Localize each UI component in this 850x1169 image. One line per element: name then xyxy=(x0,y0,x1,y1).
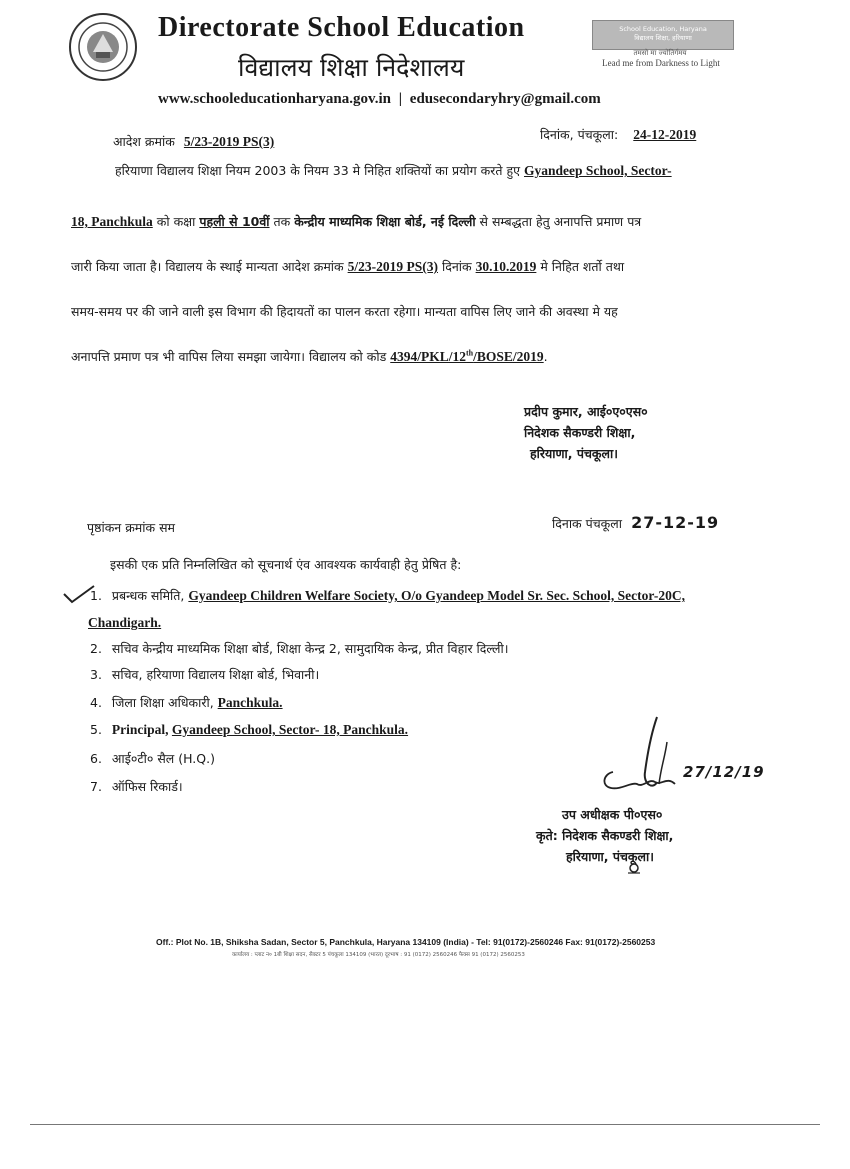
signature-image xyxy=(595,712,755,806)
list-item xyxy=(90,694,283,711)
header-title-hindi: विद्यालय शिक्षा निदेशालय xyxy=(238,53,465,82)
body-text: दिनांक xyxy=(438,259,476,274)
list-item-number: 5. xyxy=(90,722,102,737)
order-date-row xyxy=(540,124,696,143)
endorsement-intro: इसकी एक प्रति निम्नलिखित को सूचनार्थ एंव आवश्यक कार्यवाही हेतु प्रेषित है: xyxy=(110,557,462,572)
body-text: समय-समय पर की जाने वाली इस विभाग की हिदायतों का पालन करता रहेगा। मान्यता वापिस लिए जाने की अवस्था मे यह xyxy=(71,304,618,319)
list-item-text: सचिव केन्द्रीय माध्यमिक शिक्षा बोर्ड, शिक्षा केन्द्र 2, सामुदायिक केन्द्र, प्रीत विहार दिल्ली। xyxy=(111,641,509,656)
list-item-text: Principal, xyxy=(111,722,172,737)
board-name: केन्द्रीय माध्यमिक शिक्षा बोर्ड, नई दिल्ली xyxy=(294,214,476,229)
footer-address-english: Off.: Plot No. 1B, Shiksha Sadan, Sector 5, Panchkula, Haryana 134109 (India) - Tel: 91(0172)-2560246 Fax: 91(0172)-2560253 xyxy=(156,937,656,947)
body-text: . xyxy=(543,349,548,364)
body-text: अनापत्ति प्रमाण पत्र भी वापिस लिया समझा जायेगा। विद्यालय को कोड xyxy=(71,349,391,364)
list-item-number: 2. xyxy=(90,641,102,656)
class-range: पहली से 10वीं xyxy=(199,214,270,229)
endorsement-date-label: दिनाक पंचकूला xyxy=(552,516,622,531)
contact-line xyxy=(158,91,601,108)
signatory-1-designation: निदेशक सैकण्डरी शिक्षा, xyxy=(524,425,636,440)
motto-english: Lead me from Darkness to Light xyxy=(602,58,720,68)
school-code: 4394/PKL/12th/BOSE/2019 xyxy=(390,348,544,364)
list-item-number: 3. xyxy=(90,667,102,682)
endorsement-date-row xyxy=(552,513,719,532)
list-item-text: ऑफिस रिकार्ड। xyxy=(111,779,183,794)
list-item xyxy=(90,778,183,795)
signatory-2-block xyxy=(536,804,673,867)
list-item-text: आई०टी० सैल (H.Q.) xyxy=(111,751,215,766)
order-date-value: 24-12-2019 xyxy=(633,127,697,142)
signatory-2-for: कृते: निदेशक सैकण्डरी शिक्षा, xyxy=(536,828,674,843)
signatory-2-designation: उप अधीक्षक पी०एस० xyxy=(562,807,663,822)
body-line-3 xyxy=(71,256,624,275)
list-item-number: 1. xyxy=(90,588,102,603)
list-item-recipient: Gyandeep School, Sector- 18, Panchkula. xyxy=(171,722,409,737)
list-item xyxy=(90,640,509,657)
signatory-1-name: प्रदीप कुमार, आई०ए०एस० xyxy=(524,404,648,419)
list-item xyxy=(90,722,408,738)
body-text: से सम्बद्धता हेतु अनापत्ति प्रमाण पत्र xyxy=(475,214,642,229)
email-link[interactable]: edusecondaryhry@gmail.com xyxy=(409,91,601,107)
footer-address-hindi: कार्यालय : प्लाट न० 1बी शिक्षा सदन, सैक्टर 5 पंचकूला 134109 (भारत) दूरभाष : 91 (0172) 2560246 फैक्स 91 (0172) 2560253 xyxy=(232,952,525,958)
list-item-number: 6. xyxy=(90,751,102,766)
body-line-4 xyxy=(71,301,618,320)
order-number-row xyxy=(113,131,274,150)
body-line-2 xyxy=(71,211,641,230)
endorsement-date-handwritten: 27-12-19 xyxy=(631,513,720,532)
directorate-emblem xyxy=(68,12,138,82)
list-item xyxy=(90,750,215,767)
contact-separator: | xyxy=(398,91,403,107)
website-link[interactable]: www.schooleducationharyana.gov.in xyxy=(158,91,391,107)
initials-mark-icon xyxy=(626,860,642,879)
list-item-text: सचिव, हरियाणा विद्यालय शिक्षा बोर्ड, भिवानी। xyxy=(111,667,320,682)
recognition-order-number: 5/23-2019 PS(3) xyxy=(347,259,438,274)
body-line-1 xyxy=(115,160,672,179)
list-item-number: 4. xyxy=(90,695,102,710)
list-item-continuation: Chandigarh. xyxy=(88,615,162,630)
order-number-label: आदेश क्रमांक xyxy=(113,134,175,149)
header-title-english: Directorate School Education xyxy=(158,12,525,43)
order-number-value: 5/23-2019 PS(3) xyxy=(183,134,275,149)
signatory-1-block xyxy=(524,401,648,464)
list-item-number: 7. xyxy=(90,779,102,794)
order-date-label: दिनांक, पंचकूला: xyxy=(540,127,619,142)
list-item-recipient: Panchkula. xyxy=(217,695,283,710)
school-name: Gyandeep School, Sector- xyxy=(524,163,672,178)
page-bottom-rule xyxy=(30,1124,820,1125)
body-text: जारी किया जाता है। विद्यालय के स्थाई मान्यता आदेश क्रमांक xyxy=(71,259,348,274)
body-text: मे निहित शर्तो तथा xyxy=(536,259,625,274)
logo-line-1: School Education, Haryana xyxy=(619,25,707,33)
signatory-1-place: हरियाणा, पंचकूला। xyxy=(530,446,618,461)
school-education-logo xyxy=(592,20,734,50)
body-text: हरियाणा विद्यालय शिक्षा नियम 2003 के नियम 33 मे निहित शक्तियों का प्रयोग करते हुए xyxy=(115,163,524,178)
logo-line-2: विद्यालय शिक्षा, हरियाणा xyxy=(634,34,692,42)
list-item xyxy=(90,666,319,683)
body-line-5 xyxy=(71,346,548,365)
list-item xyxy=(90,587,685,604)
endorsement-label: पृष्ठांकन क्रमांक सम xyxy=(87,520,176,535)
body-text: तक xyxy=(269,214,295,229)
school-location: 18, Panchkula xyxy=(71,214,153,229)
signatory-2-place: हरियाणा, पंचकूला। xyxy=(566,849,654,864)
list-item-recipient: Gyandeep Children Welfare Society, O/o Gyandeep Model Sr. Sec. School, Sector-20C, xyxy=(188,588,685,603)
recognition-date: 30.10.2019 xyxy=(475,259,537,274)
list-item-text: प्रबन्धक समिति, xyxy=(111,588,189,603)
signature-date-handwritten: 27/12/19 xyxy=(683,763,765,781)
body-text: को कक्षा xyxy=(152,214,200,229)
motto-hindi: तमसो मा ज्योतिर्गमय xyxy=(633,49,687,57)
list-item-text: जिला शिक्षा अधिकारी, xyxy=(111,695,218,710)
